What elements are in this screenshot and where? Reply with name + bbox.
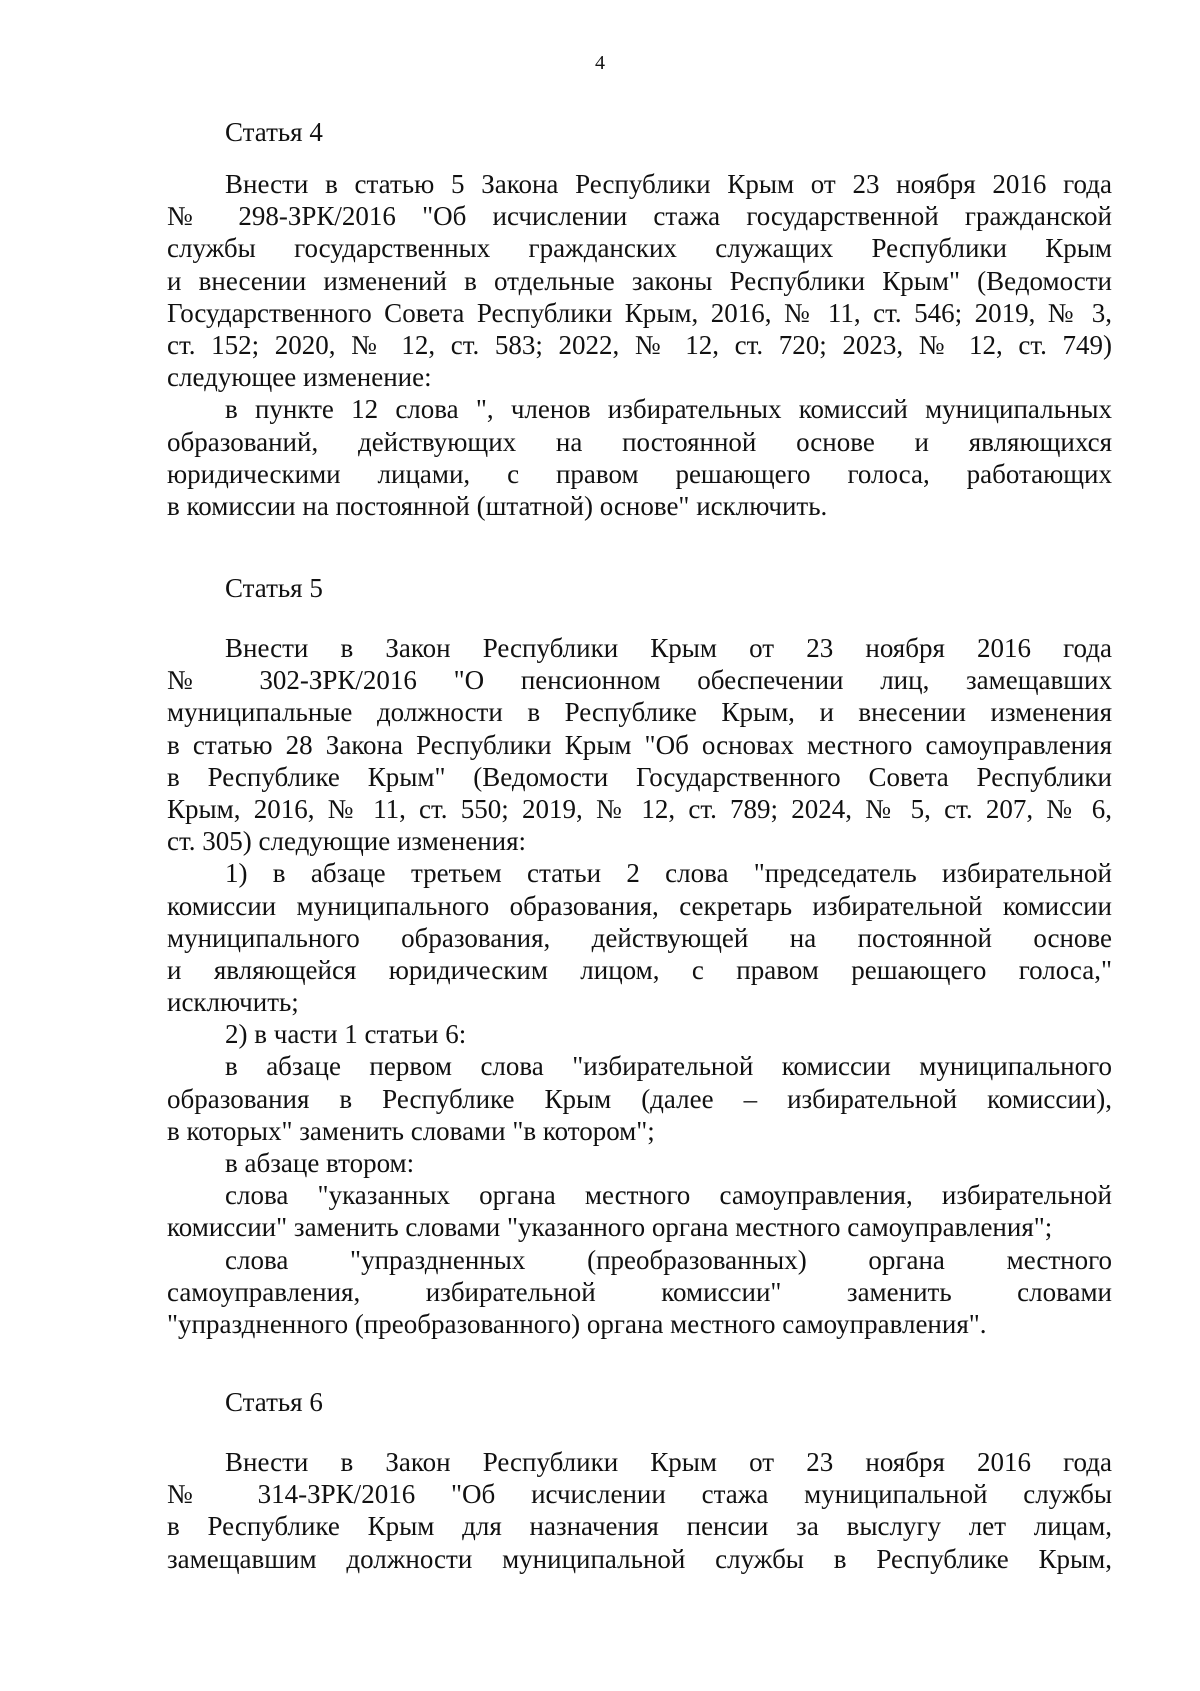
text-line: № 314-ЗРК/2016 "Об исчислении стажа муниципальной службы <box>167 1479 1112 1510</box>
text-line: в комиссии на постоянной (штатной) основе" исключить. <box>167 490 828 521</box>
text-line: самоуправления, избирательной комиссии" заменить словами <box>167 1276 1112 1307</box>
article-4-body <box>167 168 1112 522</box>
text-line: комиссии муниципального образования, секретарь избирательной комиссии <box>167 890 1112 921</box>
text-line: ст. 152; 2020, № 12, ст. 583; 2022, № 12, ст. 720; 2023, № 12, ст. 749) <box>167 329 1112 360</box>
text-line: 2) в части 1 статьи 6: <box>225 1019 467 1050</box>
text-line: 1) в абзаце третьем статьи 2 слова "председатель избирательной <box>225 858 1112 889</box>
text-line: в абзаце первом слова "избирательной комиссии муниципального <box>225 1051 1112 1082</box>
article-6-heading: Статья 6 <box>225 1387 323 1417</box>
text-line: муниципальные должности в Республике Крым, и внесении изменения <box>167 697 1112 728</box>
text-line: образования в Республике Крым (далее – избирательной комиссии), <box>167 1083 1112 1114</box>
article-6-body <box>167 1446 1112 1575</box>
text-line: в которых" заменить словами "в котором"; <box>167 1115 655 1146</box>
text-line: муниципального образования, действующей на постоянной основе <box>167 922 1112 953</box>
text-line: слова "упраздненных (преобразованных) органа местного <box>225 1244 1112 1275</box>
article-5-body <box>167 632 1112 1340</box>
text-line: в статью 28 Закона Республики Крым "Об основах местного самоуправления <box>167 729 1112 760</box>
text-line: Внести в Закон Республики Крым от 23 ноября 2016 года <box>225 1447 1112 1477</box>
text-line: № 298-ЗРК/2016 "Об исчислении стажа государственной гражданской <box>167 201 1112 232</box>
text-line: № 302-ЗРК/2016 "О пенсионном обеспечении лиц, замещавших <box>167 665 1112 696</box>
text-line: в Республике Крым для назначения пенсии за выслугу лет лицам, <box>167 1511 1112 1542</box>
article-4-heading: Статья 4 <box>225 117 323 147</box>
text-line: Крым, 2016, № 11, ст. 550; 2019, № 12, ст. 789; 2024, № 5, ст. 207, № 6, <box>167 793 1112 824</box>
text-line: замещавшим должности муниципальной службы в Республике Крым, <box>167 1543 1112 1574</box>
text-line: и внесении изменений в отдельные законы Республики Крым" (Ведомости <box>167 265 1112 296</box>
article-5-heading: Статья 5 <box>225 573 323 603</box>
text-line: образований, действующих на постоянной основе и являющихся <box>167 426 1112 457</box>
text-line: ст. 305) следующие изменения: <box>167 826 527 857</box>
text-line: и являющейся юридическим лицом, с правом решающего голоса," <box>167 954 1112 985</box>
text-line: в Республике Крым" (Ведомости Государственного Совета Республики <box>167 761 1112 792</box>
text-line: в пункте 12 слова ", членов избирательных комиссий муниципальных <box>225 394 1112 425</box>
text-line: юридическими лицами, с правом решающего голоса, работающих <box>167 458 1112 489</box>
text-line: Государственного Совета Республики Крым, 2016, № 11, ст. 546; 2019, № 3, <box>167 297 1112 328</box>
text-line: службы государственных гражданских служащих Республики Крым <box>167 233 1112 264</box>
text-line: следующее изменение: <box>167 362 432 393</box>
text-line: слова "указанных органа местного самоуправления, избирательной <box>225 1180 1112 1211</box>
text-line: Внести в Закон Республики Крым от 23 ноября 2016 года <box>225 633 1112 663</box>
page-number: 4 <box>595 52 605 74</box>
text-line: Внести в статью 5 Закона Республики Крым от 23 ноября 2016 года <box>225 169 1112 199</box>
text-line: "упраздненного (преобразованного) органа местного самоуправления". <box>167 1308 987 1339</box>
text-line: исключить; <box>167 987 299 1018</box>
text-line: в абзаце втором: <box>225 1148 415 1178</box>
text-line: комиссии" заменить словами "указанного органа местного самоуправления"; <box>167 1212 1053 1243</box>
